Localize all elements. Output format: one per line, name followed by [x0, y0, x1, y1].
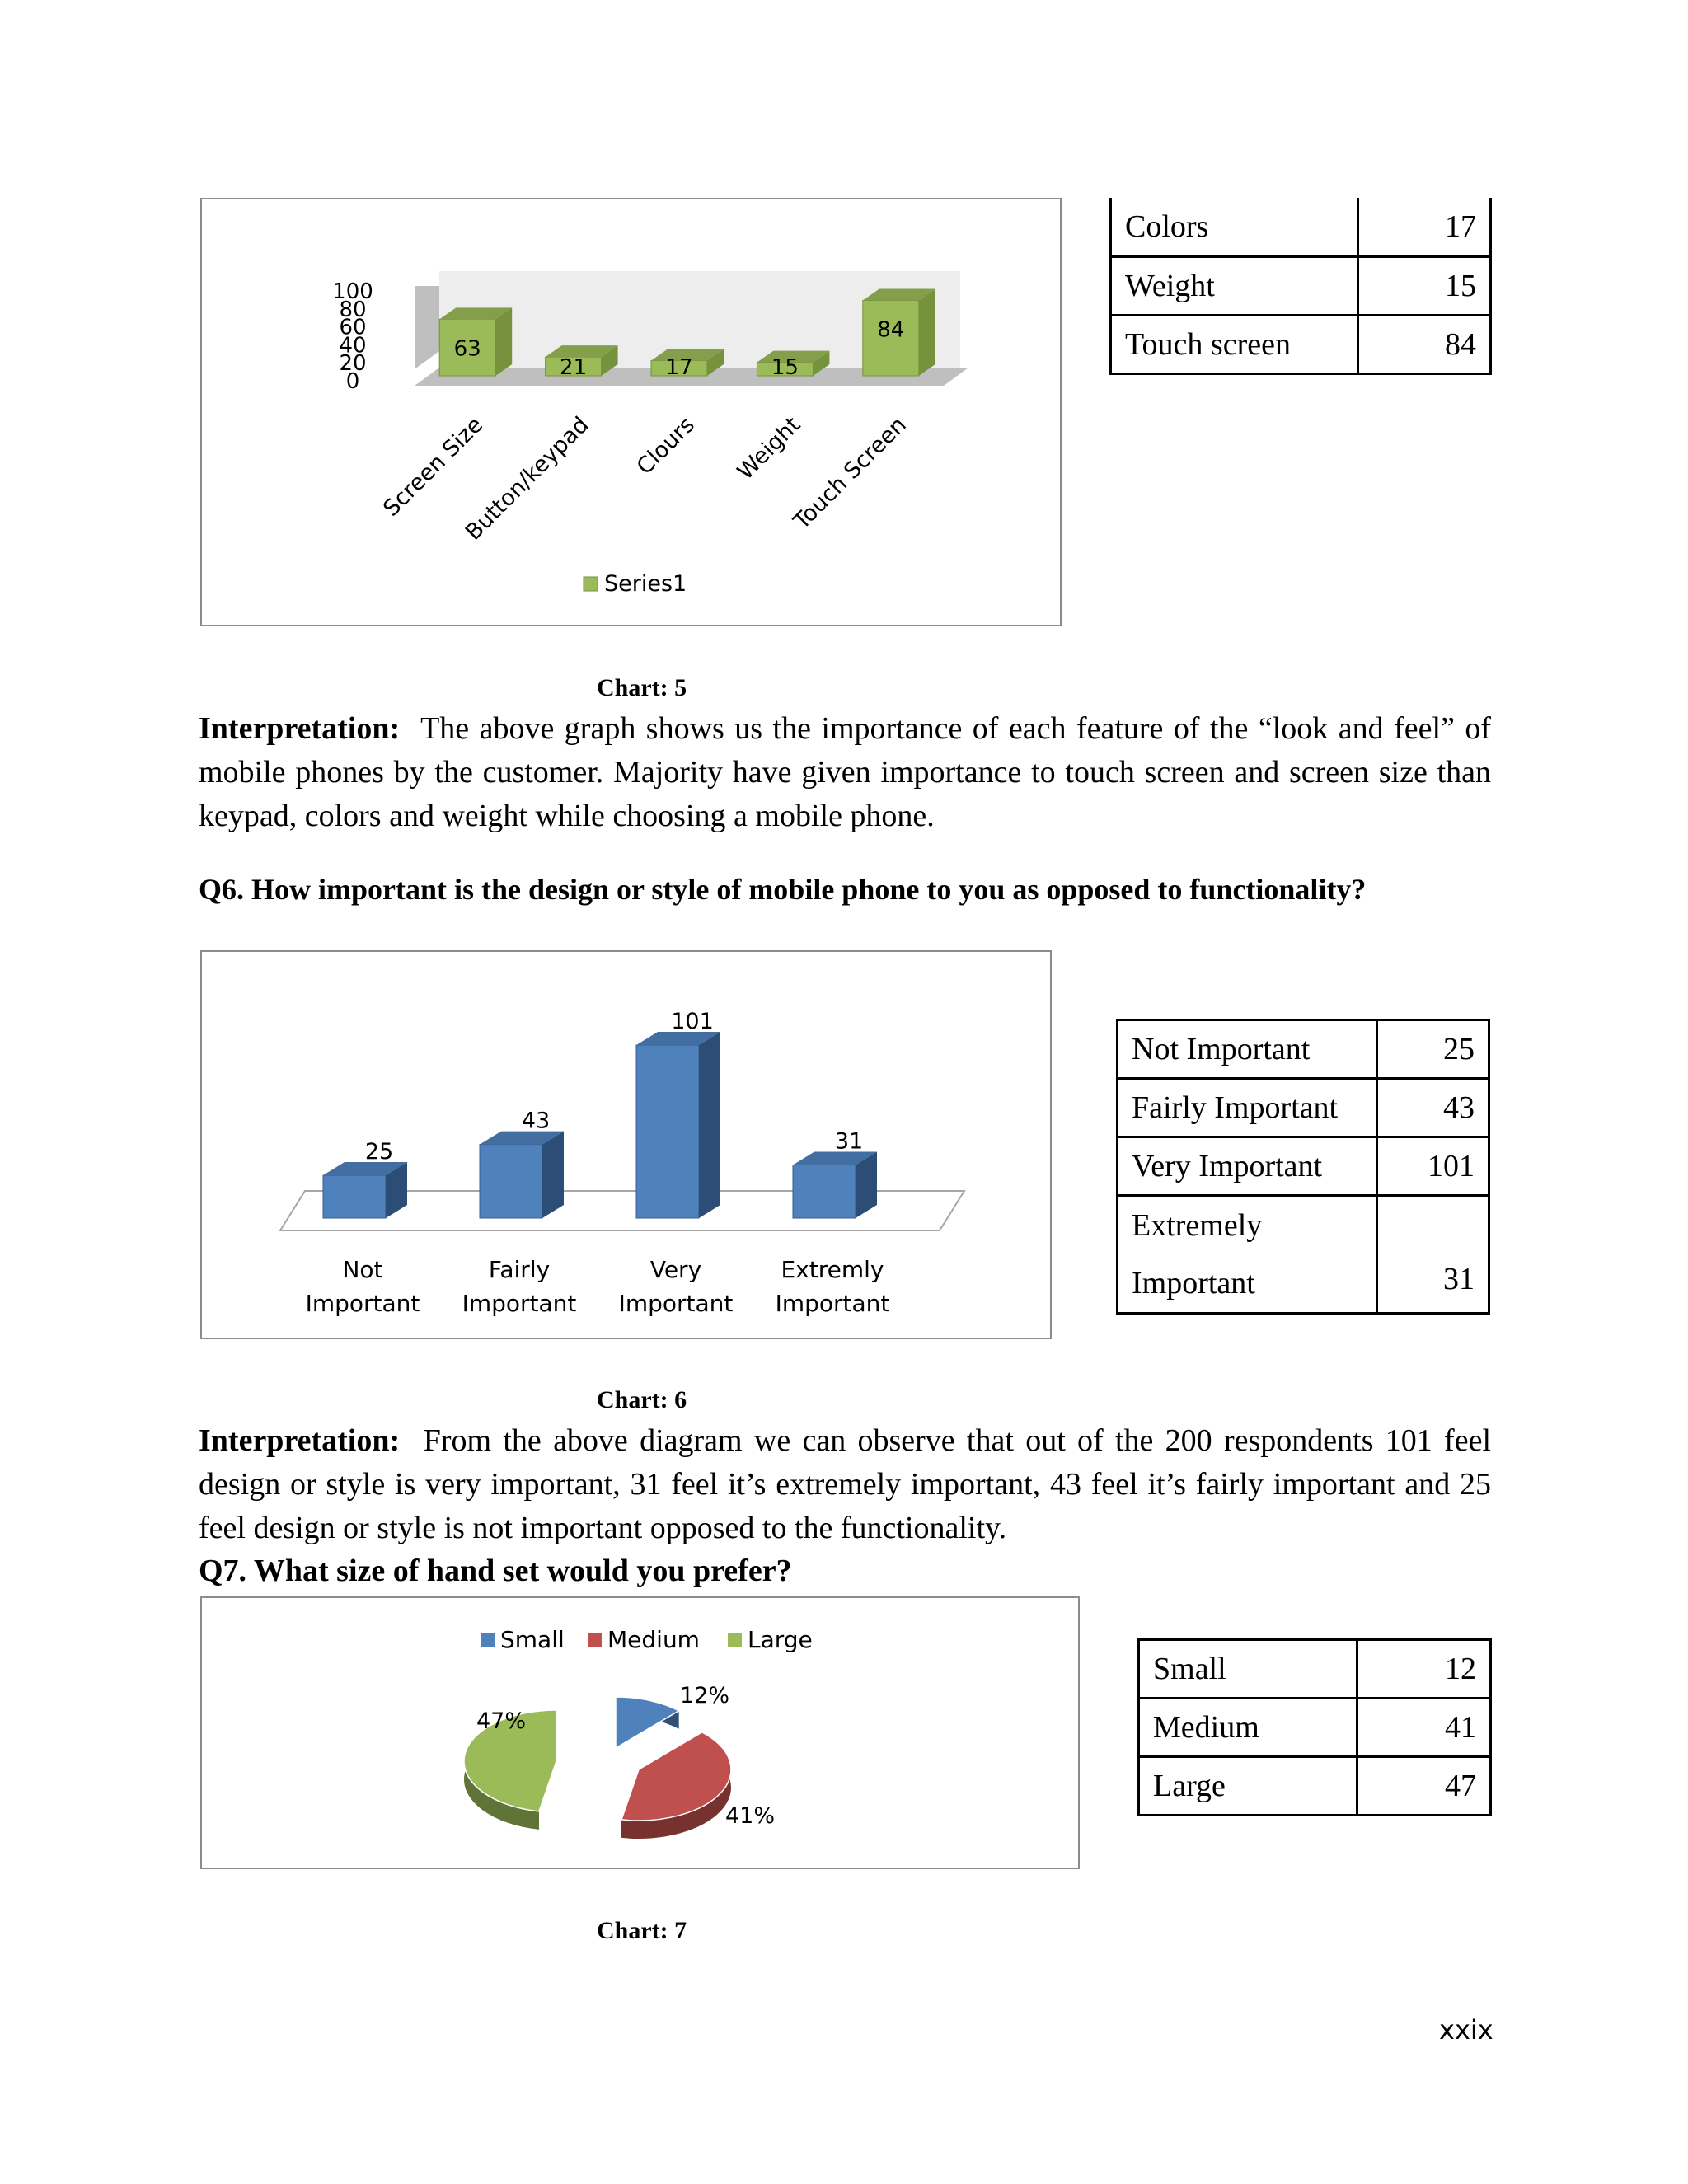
data-label: 12%	[679, 1683, 730, 1708]
table-cell-label: Touch screen	[1111, 315, 1358, 373]
table-cell-value: 31	[1377, 1196, 1489, 1314]
table-6	[1116, 1019, 1490, 1315]
table-7	[1137, 1638, 1492, 1816]
chart-6-caption: Chart: 6	[597, 1386, 687, 1413]
chart-7-caption: Chart: 7	[597, 1917, 687, 1944]
table-row	[1118, 1079, 1489, 1137]
data-label: 25	[364, 1139, 394, 1165]
bar-side	[542, 1132, 564, 1218]
legend-swatch	[588, 1633, 602, 1647]
table-cell-value: 17	[1358, 198, 1491, 256]
interpretation-label: Interpretation:	[199, 711, 401, 746]
table-5	[1109, 198, 1492, 375]
legend-label: Small	[500, 1626, 565, 1653]
data-label: 63	[453, 336, 481, 362]
table-cell-value: 25	[1377, 1020, 1489, 1079]
table-row	[1139, 1757, 1491, 1816]
data-label: 84	[877, 317, 905, 343]
data-label: 101	[671, 1009, 714, 1034]
chart-7	[200, 1596, 1080, 1869]
table-cell-value: 12	[1357, 1640, 1491, 1699]
chart-7-plot	[202, 1598, 1081, 1871]
legend-swatch	[481, 1633, 495, 1647]
data-label: 21	[560, 355, 588, 380]
table-cell-value: 15	[1358, 256, 1491, 315]
y-tick-label: 100	[332, 279, 373, 304]
legend-label: Large	[748, 1626, 813, 1653]
table-row	[1111, 256, 1491, 315]
x-tick-label: Touch Screen	[789, 412, 912, 535]
x-tick-label: Not	[342, 1256, 383, 1283]
table-cell-value: 47	[1357, 1757, 1491, 1816]
interpretation-text: The above graph shows us the importance of each feature of the “look and feel” of mobile phones by the customer. Majority have given importance to touch screen and screen size than keypad, colors and weight while choosing a mobile phone.	[199, 711, 1491, 833]
y-tick-label: 40	[339, 333, 367, 359]
table-cell-label-line: Important	[1132, 1266, 1255, 1301]
x-tick-label: Important	[305, 1290, 420, 1317]
bar-front	[323, 1175, 386, 1218]
y-tick-label: 80	[339, 297, 367, 322]
table-row	[1111, 198, 1491, 256]
table-cell-label-line: Extremely	[1132, 1208, 1263, 1243]
interpretation-label: Interpretation:	[199, 1423, 401, 1458]
table-row	[1139, 1699, 1491, 1757]
table-cell-value: 84	[1358, 315, 1491, 373]
interpretation-text: From the above diagram we can observe that out of the 200 respondents 101 feel design or style is very important, 31 feel it’s extremely important, 43 feel it’s fairly important and 25 feel design or style is not important opposed to the functionality.	[199, 1423, 1492, 1545]
legend-swatch	[584, 577, 598, 591]
data-label: 41%	[724, 1803, 776, 1829]
x-tick-label: Clours	[631, 412, 700, 480]
table-cell-value: 41	[1357, 1699, 1491, 1757]
chart-6-plot	[202, 952, 1053, 1341]
x-tick-label: Button/keypad	[460, 412, 594, 546]
table-row	[1118, 1137, 1489, 1196]
legend-label: Series1	[604, 571, 687, 597]
question-7: Q7. What size of hand set would you prefer?	[199, 1554, 792, 1588]
y-tick-label: 60	[339, 315, 367, 340]
data-label: 43	[521, 1108, 551, 1134]
data-label: 15	[771, 355, 799, 380]
x-tick-label: Important	[775, 1290, 890, 1317]
data-label: 31	[834, 1128, 864, 1155]
chart-side-wall	[415, 286, 439, 369]
table-cell-label: Not Important	[1118, 1020, 1377, 1079]
table-cell-label: Medium	[1139, 1699, 1357, 1757]
interpretation-chart-6	[199, 1419, 1491, 1550]
table-cell-label: Colors	[1111, 198, 1358, 256]
x-tick-label: Important	[462, 1290, 577, 1317]
table-cell-value: 43	[1377, 1079, 1489, 1137]
table-cell-label: Weight	[1111, 256, 1358, 315]
x-tick-label: Weight	[732, 412, 806, 485]
table-row	[1118, 1020, 1489, 1079]
table-cell-label	[1118, 1196, 1377, 1314]
x-tick-label: Extremly	[781, 1256, 884, 1283]
x-tick-label: Fairly	[488, 1256, 551, 1283]
bar-front	[793, 1165, 856, 1218]
chart-6	[200, 950, 1052, 1339]
chart-5	[200, 198, 1062, 626]
y-tick-label: 20	[339, 351, 367, 377]
x-tick-label: Screen Size	[378, 412, 489, 522]
table-cell-label: Small	[1139, 1640, 1357, 1699]
table-row	[1118, 1196, 1489, 1314]
table-row	[1111, 315, 1491, 373]
bar-side	[919, 288, 935, 376]
y-tick-label: 0	[345, 369, 360, 394]
table-row	[1139, 1640, 1491, 1699]
table-cell-value: 101	[1377, 1137, 1489, 1196]
x-tick-label: Important	[618, 1290, 734, 1317]
legend-swatch	[728, 1633, 742, 1647]
table-cell-label: Fairly Important	[1118, 1079, 1377, 1137]
bar-front	[636, 1045, 699, 1218]
data-label: 17	[665, 355, 693, 380]
chart-5-caption: Chart: 5	[597, 674, 687, 701]
question-6: Q6. How important is the design or style of mobile phone to you as opposed to functionality?	[199, 873, 1367, 906]
interpretation-chart-5	[199, 707, 1491, 838]
table-cell-label: Large	[1139, 1757, 1357, 1816]
chart-5-plot	[202, 199, 1063, 628]
legend-label: Medium	[607, 1626, 700, 1653]
bar-side	[495, 307, 512, 376]
table-cell-label: Very Important	[1118, 1137, 1377, 1196]
bar-side	[699, 1032, 720, 1218]
data-label: 47%	[476, 1708, 527, 1734]
x-tick-label: Very	[649, 1256, 702, 1283]
bar-front	[480, 1145, 542, 1218]
page-number: xxix	[1439, 2014, 1493, 2046]
